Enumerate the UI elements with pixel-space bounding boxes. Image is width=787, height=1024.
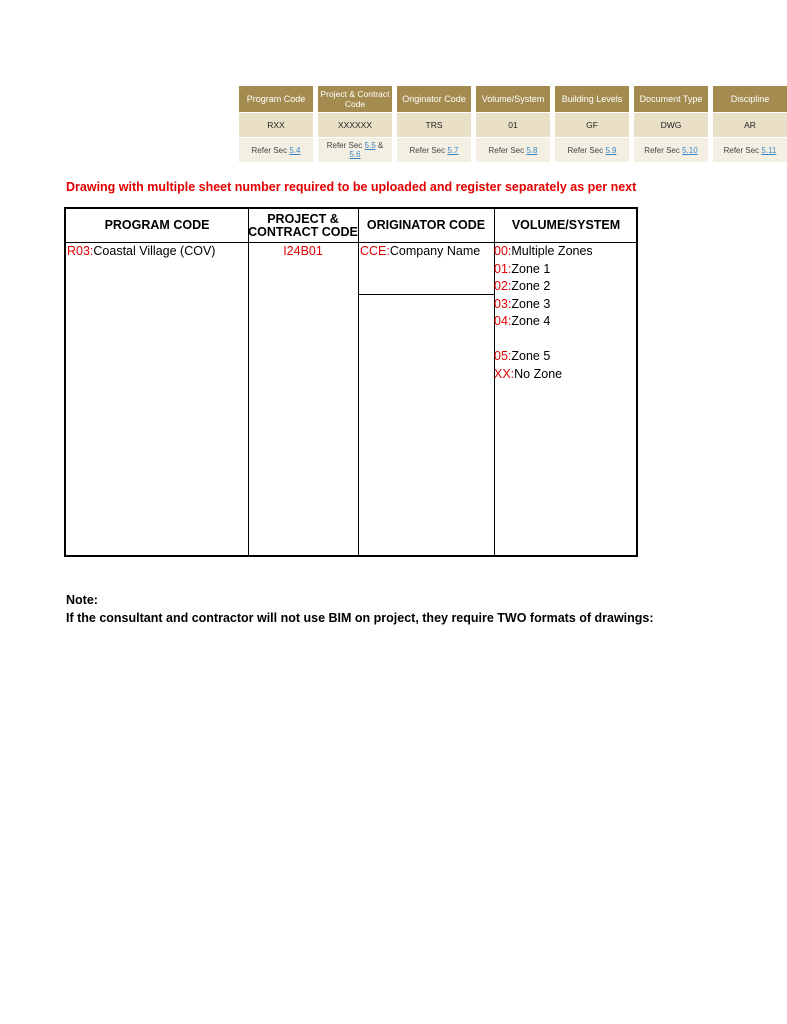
ref-link[interactable]: 5.6: [349, 150, 361, 159]
originator-name: Company Name: [389, 244, 481, 258]
header-line: CONTRACT CODE: [248, 224, 358, 239]
originator-code-cell: [360, 243, 480, 261]
strip-value: RXX: [239, 113, 313, 137]
header-project-contract-code: [248, 209, 358, 242]
volume-label: Zone 1: [511, 261, 551, 276]
ref-link[interactable]: 5.10: [682, 145, 698, 155]
strip-header: Building Levels: [555, 86, 629, 112]
strip-value: DWG: [634, 113, 708, 137]
ref-link[interactable]: 5.7: [447, 145, 459, 155]
column-divider: [248, 209, 249, 555]
strip-col-document-type: [634, 86, 708, 162]
program-name: Coastal Village (COV): [93, 244, 216, 258]
ref-prefix: Refer Sec: [409, 145, 446, 155]
strip-col-project: [318, 86, 392, 162]
volume-code: 04:: [494, 314, 512, 328]
volume-item: [494, 366, 593, 384]
volume-label: Zone 3: [511, 296, 551, 311]
warning-text: Drawing with multiple sheet number required to be uploaded and register separately as per next: [66, 180, 637, 194]
note-title: Note:: [66, 593, 98, 607]
header-line: PROJECT &: [267, 211, 339, 226]
header-originator-code: ORIGINATOR CODE: [366, 218, 486, 232]
volume-item: [494, 296, 593, 314]
ref-link[interactable]: 5.9: [605, 145, 617, 155]
header-program-code: PROGRAM CODE: [104, 218, 210, 232]
strip-header: Discipline: [713, 86, 787, 112]
strip-header: Originator Code: [397, 86, 471, 112]
volume-label: Multiple Zones: [511, 244, 593, 258]
strip-value: GF: [555, 113, 629, 137]
strip-value: 01: [476, 113, 550, 137]
volume-label: Zone 4: [511, 314, 551, 328]
strip-ref: [239, 138, 313, 162]
volume-list: [494, 243, 593, 383]
ref-link[interactable]: 5.11: [761, 145, 777, 155]
strip-col-discipline: [713, 86, 787, 162]
strip-header: Volume/System: [476, 86, 550, 112]
volume-item: [494, 261, 593, 279]
strip-header: Project & Contract Code: [318, 86, 392, 112]
volume-item: [494, 243, 593, 261]
volume-item: [494, 278, 593, 296]
program-code-cell: [67, 243, 215, 261]
volume-code: 02:: [494, 279, 512, 293]
project-code: I24B01: [283, 244, 323, 258]
volume-item: [494, 348, 593, 366]
volume-label: Zone 2: [511, 279, 551, 293]
strip-ref: [713, 138, 787, 162]
ref-joiner: &: [377, 141, 384, 150]
strip-value: AR: [713, 113, 787, 137]
strip-col-program: [239, 86, 313, 162]
strip-ref: [555, 138, 629, 162]
ref-prefix: Refer Sec: [723, 145, 760, 155]
strip-col-originator: [397, 86, 471, 162]
ref-prefix: Refer Sec: [488, 145, 525, 155]
ref-link[interactable]: 5.8: [526, 145, 538, 155]
ref-prefix: Refer Sec: [251, 145, 288, 155]
ref-link[interactable]: 5.4: [289, 145, 301, 155]
strip-col-volume: [476, 86, 550, 162]
volume-item: [494, 313, 593, 331]
ref-prefix: Refer Sec: [567, 145, 604, 155]
originator-cell-divider: [358, 294, 494, 295]
codes-table: [64, 207, 638, 557]
strip-ref: [634, 138, 708, 162]
strip-header: Document Type: [634, 86, 708, 112]
volume-code: 05:: [494, 349, 512, 363]
volume-code: 03:: [494, 296, 512, 311]
strip-value: TRS: [397, 113, 471, 137]
ref-prefix: Refer Sec: [326, 141, 363, 150]
volume-code: XX:: [494, 366, 515, 381]
volume-code: 00:: [494, 244, 512, 258]
originator-code: CCE:: [360, 244, 390, 258]
strip-ref: [476, 138, 550, 162]
volume-label: Zone 5: [511, 349, 551, 363]
strip-col-building-levels: [555, 86, 629, 162]
volume-label: No Zone: [514, 366, 563, 381]
strip-ref: [397, 138, 471, 162]
ref-link[interactable]: 5.5: [364, 141, 376, 150]
strip-value: XXXXXX: [318, 113, 392, 137]
strip-ref: [318, 138, 392, 162]
note-text: If the consultant and contractor will not use BIM on project, they require TWO formats of drawings:: [66, 611, 654, 625]
strip-header: Program Code: [239, 86, 313, 112]
program-code: R03:: [67, 244, 94, 258]
column-divider: [358, 209, 359, 555]
spacer: [494, 331, 593, 349]
volume-code: 01:: [494, 261, 512, 276]
header-volume-system: VOLUME/SYSTEM: [511, 218, 621, 232]
ref-prefix: Refer Sec: [644, 145, 680, 155]
code-strip: [239, 86, 779, 162]
